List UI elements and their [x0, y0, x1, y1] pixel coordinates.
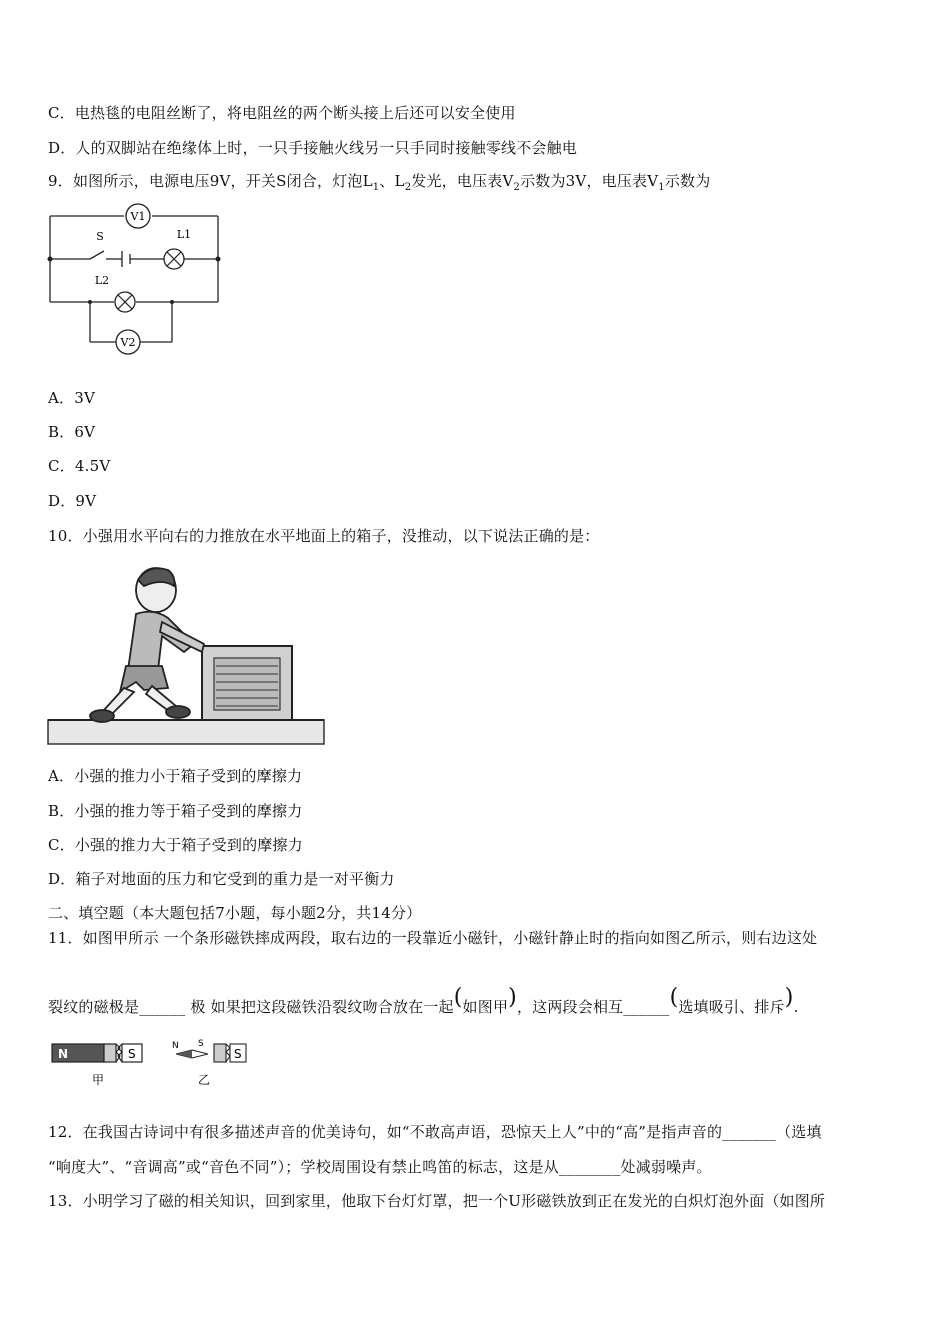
switch-label: S	[96, 230, 104, 243]
lamp-l1-label: L1	[176, 228, 192, 241]
q9-option-b: B．6V	[48, 423, 96, 441]
svg-text:S: S	[234, 1047, 242, 1061]
svg-text:S: S	[198, 1039, 204, 1049]
q10-option-c: C．小强的推力大于箱子受到的摩擦力	[48, 836, 303, 854]
q11-line1: 11．如图甲所示 一个条形磁铁摔成两段，取右边的一段靠近小磁针，小磁针静止时的指向如图乙所示，则右边这处	[48, 929, 818, 947]
q11-line2: 裂纹的磁极是______ 极 如果把这段磁铁沿裂纹吻合放在一起(如图甲)，这两段会相互______(选填吸引、排斥).	[48, 985, 799, 1016]
q10-option-d: D．箱子对地面的压力和它受到的重力是一对平衡力	[48, 870, 395, 888]
q9-circuit-figure	[44, 202, 224, 358]
boy-icon	[90, 568, 204, 722]
q10-stem: 10．小强用水平向右的力推放在水平地面上的箱子，没推动，以下说法正确的是：	[48, 527, 600, 545]
voltmeter-v2-label: V2	[120, 336, 136, 349]
q12-line1: 12．在我国古诗词中有很多描述声音的优美诗句，如“不敢高声语，恐惊天上人”中的“高”是指声音的_______（选填	[48, 1123, 822, 1141]
lamp-l2-label: L2	[94, 274, 110, 287]
voltmeter-v1-label: V1	[130, 210, 146, 223]
q8-option-c: C．电热毯的电阻丝断了，将电阻丝的两个断头接上后还可以安全使用	[48, 104, 516, 122]
q12-line2: “响度大”、“音调高”或“音色不同”）；学校周围设有禁止鸣笛的标志，这是从________处减弱噪声。	[48, 1158, 712, 1176]
q13-line1: 13．小明学习了磁的相关知识，回到家里，他取下台灯灯罩，把一个U形磁铁放到正在发光的白炽灯泡外面（如图所	[48, 1192, 826, 1210]
q11-figure-yi	[170, 1036, 250, 1090]
q10-option-b: B．小强的推力等于箱子受到的摩擦力	[48, 802, 303, 820]
section-title: 二、填空题（本大题包括7小题，每小题2分，共14分）	[48, 904, 422, 922]
q9-stem: 9．如图所示，电源电压9V，开关S闭合，灯泡$L_1$、$L_2$发光，电压表$V_2$示数为3V，电压表$V_1$示数为	[48, 172, 711, 193]
q9-option-a: A．3V	[48, 389, 96, 407]
q10-boy-pushing-box-figure	[44, 560, 328, 750]
svg-text:N: N	[172, 1041, 179, 1051]
svg-text:S: S	[128, 1047, 136, 1061]
svg-text:乙: 乙	[198, 1073, 211, 1087]
svg-text:甲: 甲	[92, 1073, 105, 1087]
q9-option-c: C．4.5V	[48, 457, 111, 475]
q10-option-a: A．小强的推力小于箱子受到的摩擦力	[48, 767, 303, 785]
q9-option-d: D．9V	[48, 492, 97, 510]
q11-figure-jia	[48, 1040, 148, 1090]
svg-text:N: N	[58, 1047, 69, 1061]
q8-option-d: D．人的双脚站在绝缘体上时，一只手接触火线另一只手同时接触零线不会触电	[48, 139, 578, 157]
